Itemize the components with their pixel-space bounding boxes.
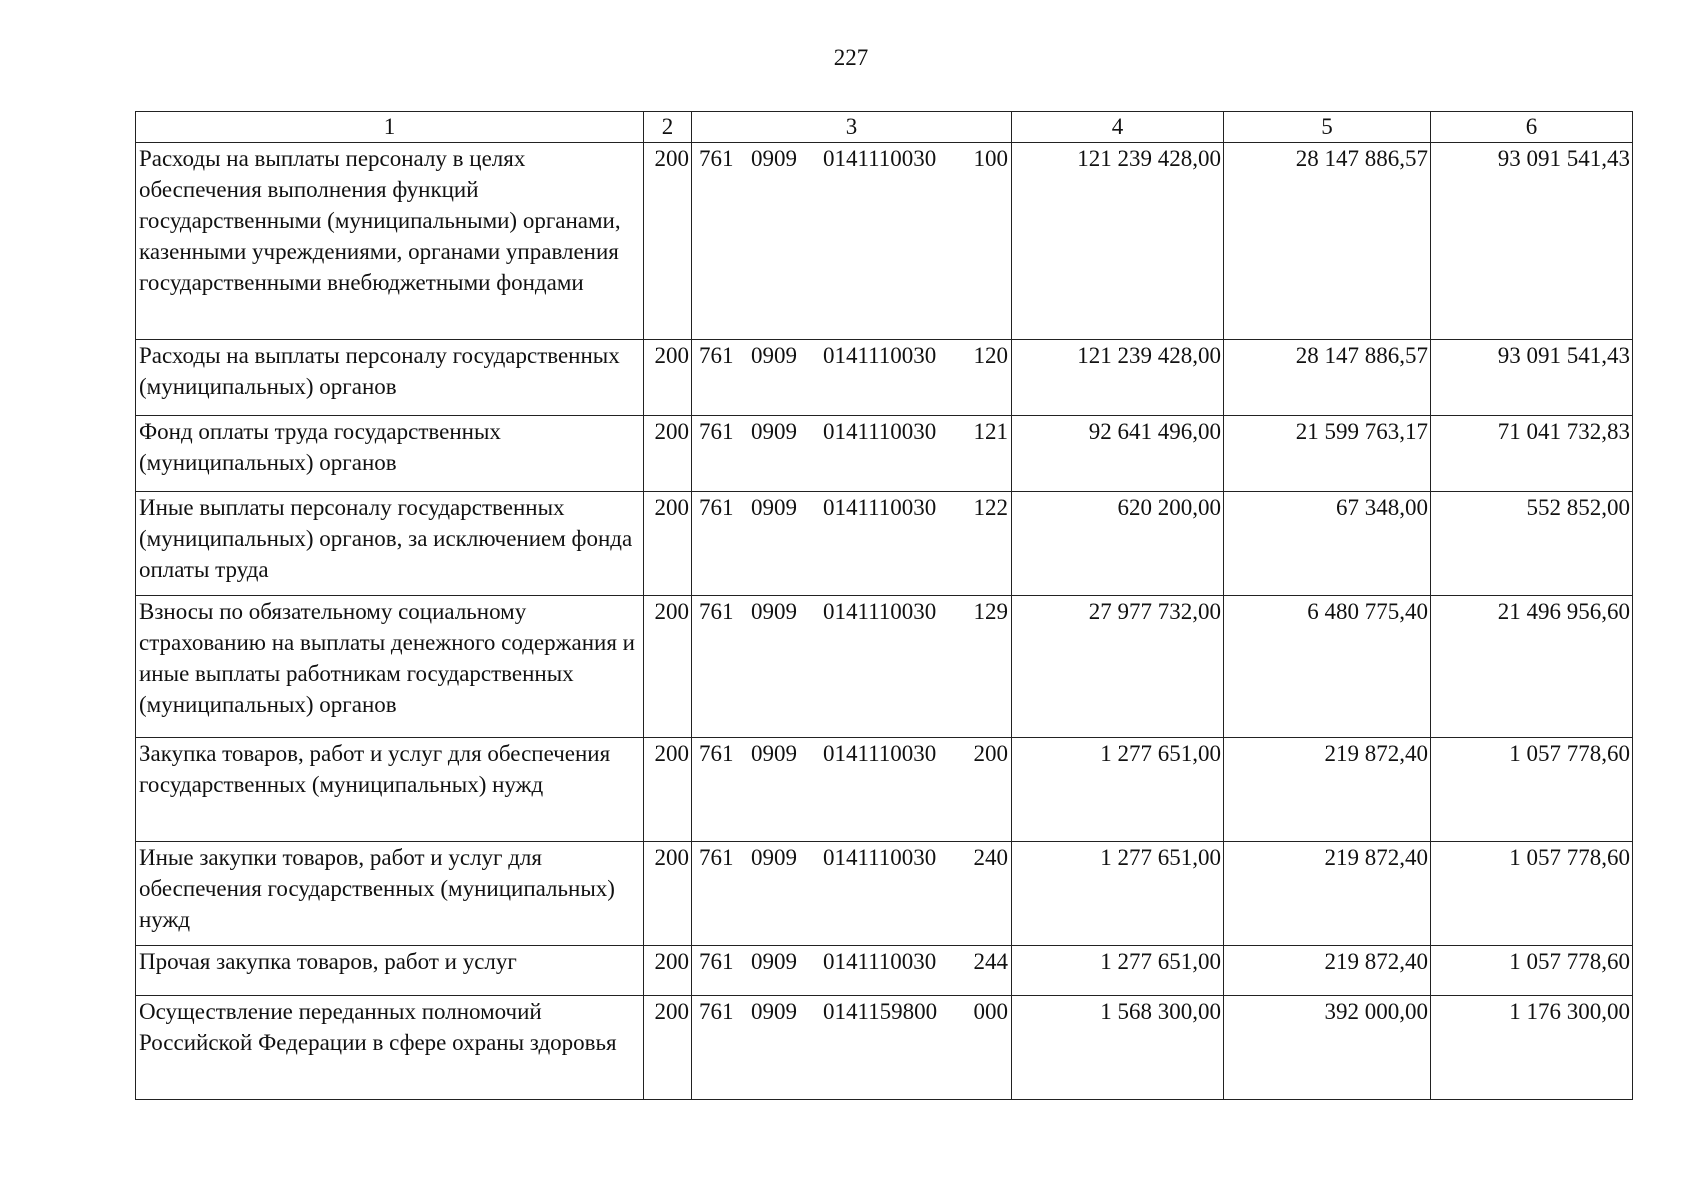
column-header-2: 2 [644, 112, 692, 143]
vr-code: 122 [973, 495, 1008, 520]
csr-code: 0141110030 [823, 949, 937, 974]
kvsr-code: 761 [699, 419, 734, 444]
amount-col6-cell: 1 176 300,00 [1431, 996, 1633, 1100]
kvsr-code: 761 [699, 949, 734, 974]
amount-col5-cell: 6 480 775,40 [1224, 596, 1431, 738]
vr-code: 244 [973, 949, 1008, 974]
code-3-cell [692, 340, 1012, 416]
table-row [136, 996, 1633, 1100]
amount-col5-cell: 392 000,00 [1224, 996, 1431, 1100]
csr-code: 0141110030 [823, 741, 937, 766]
rzpr-code: 0909 [751, 999, 797, 1024]
kvsr-code: 761 [699, 741, 734, 766]
code-2-cell: 200 [644, 416, 692, 492]
row-name-cell: Фонд оплаты труда государственных (муниципальных) органов [136, 416, 644, 492]
amount-col4-cell: 27 977 732,00 [1012, 596, 1224, 738]
code-2-cell: 200 [644, 492, 692, 596]
row-name-cell: Прочая закупка товаров, работ и услуг [136, 946, 644, 996]
amount-col6-cell: 93 091 541,43 [1431, 143, 1633, 340]
code-2-cell: 200 [644, 143, 692, 340]
vr-code: 120 [973, 343, 1008, 368]
page-number: 227 [833, 45, 869, 70]
rzpr-code: 0909 [751, 949, 797, 974]
vr-code: 240 [973, 845, 1008, 870]
code-3-cell [692, 492, 1012, 596]
amount-col6-cell: 1 057 778,60 [1431, 738, 1633, 842]
amount-col5-cell: 219 872,40 [1224, 738, 1431, 842]
amount-col6-cell: 21 496 956,60 [1431, 596, 1633, 738]
csr-code: 0141110030 [823, 495, 937, 520]
table-row [136, 143, 1633, 340]
code-2-cell: 200 [644, 996, 692, 1100]
code-2-cell: 200 [644, 340, 692, 416]
code-3-cell [692, 416, 1012, 492]
row-name-cell: Иные закупки товаров, работ и услуг для обеспечения государственных (муниципальных) нужд [136, 842, 644, 946]
code-3-cell [692, 596, 1012, 738]
table-row [136, 946, 1633, 996]
kvsr-code: 761 [699, 845, 734, 870]
code-3-cell [692, 738, 1012, 842]
row-name-cell: Закупка товаров, работ и услуг для обеспечения государственных (муниципальных) нужд [136, 738, 644, 842]
code-3-cell [692, 946, 1012, 996]
vr-code: 129 [973, 599, 1008, 624]
code-3-cell [692, 996, 1012, 1100]
amount-col5-cell: 28 147 886,57 [1224, 340, 1431, 416]
amount-col4-cell: 1 277 651,00 [1012, 842, 1224, 946]
amount-col5-cell: 28 147 886,57 [1224, 143, 1431, 340]
table-row [136, 416, 1633, 492]
csr-code: 0141110030 [823, 419, 937, 444]
csr-code: 0141159800 [823, 999, 938, 1024]
amount-col4-cell: 620 200,00 [1012, 492, 1224, 596]
amount-col5-cell: 219 872,40 [1224, 842, 1431, 946]
kvsr-code: 761 [699, 999, 734, 1024]
amount-col5-cell: 21 599 763,17 [1224, 416, 1431, 492]
rzpr-code: 0909 [751, 419, 797, 444]
csr-code: 0141110030 [823, 146, 937, 171]
row-name-cell: Расходы на выплаты персоналу в целях обеспечения выполнения функций государственными (муниципальными) органами, казенными учреждениями, органами управления государственными внебюджетными фондами [136, 143, 644, 340]
rzpr-code: 0909 [751, 741, 797, 766]
code-3-cell [692, 143, 1012, 340]
vr-code: 121 [973, 419, 1008, 444]
column-header-5: 5 [1224, 112, 1431, 143]
column-header-4: 4 [1012, 112, 1224, 143]
code-2-cell: 200 [644, 596, 692, 738]
code-2-cell: 200 [644, 738, 692, 842]
amount-col6-cell: 71 041 732,83 [1431, 416, 1633, 492]
budget-table [135, 111, 1633, 1100]
kvsr-code: 761 [699, 495, 734, 520]
vr-code: 200 [973, 741, 1008, 766]
amount-col5-cell: 219 872,40 [1224, 946, 1431, 996]
table-row [136, 738, 1633, 842]
column-header-1: 1 [136, 112, 644, 143]
vr-code: 000 [973, 999, 1008, 1024]
amount-col6-cell: 1 057 778,60 [1431, 842, 1633, 946]
rzpr-code: 0909 [751, 495, 797, 520]
row-name-cell: Осуществление переданных полномочий Российской Федерации в сфере охраны здоровья [136, 996, 644, 1100]
row-name-cell: Иные выплаты персоналу государственных (муниципальных) органов, за исключением фонда оплаты труда [136, 492, 644, 596]
amount-col4-cell: 92 641 496,00 [1012, 416, 1224, 492]
csr-code: 0141110030 [823, 599, 937, 624]
csr-code: 0141110030 [823, 343, 937, 368]
kvsr-code: 761 [699, 599, 734, 624]
rzpr-code: 0909 [751, 599, 797, 624]
amount-col4-cell: 1 277 651,00 [1012, 738, 1224, 842]
vr-code: 100 [973, 146, 1008, 171]
column-header-6: 6 [1431, 112, 1633, 143]
table-row [136, 492, 1633, 596]
csr-code: 0141110030 [823, 845, 937, 870]
amount-col6-cell: 1 057 778,60 [1431, 946, 1633, 996]
table-row [136, 842, 1633, 946]
kvsr-code: 761 [699, 146, 734, 171]
amount-col4-cell: 121 239 428,00 [1012, 340, 1224, 416]
amount-col6-cell: 552 852,00 [1431, 492, 1633, 596]
rzpr-code: 0909 [751, 845, 797, 870]
kvsr-code: 761 [699, 343, 734, 368]
amount-col4-cell: 121 239 428,00 [1012, 143, 1224, 340]
column-header-3: 3 [692, 112, 1012, 143]
rzpr-code: 0909 [751, 146, 797, 171]
table-row [136, 340, 1633, 416]
code-2-cell: 200 [644, 842, 692, 946]
code-2-cell: 200 [644, 946, 692, 996]
amount-col4-cell: 1 568 300,00 [1012, 996, 1224, 1100]
amount-col4-cell: 1 277 651,00 [1012, 946, 1224, 996]
code-3-cell [692, 842, 1012, 946]
amount-col6-cell: 93 091 541,43 [1431, 340, 1633, 416]
table-header-row [136, 112, 1633, 143]
row-name-cell: Взносы по обязательному социальному страхованию на выплаты денежного содержания и иные выплаты работникам государственных (муниципальных) органов [136, 596, 644, 738]
table-row [136, 596, 1633, 738]
amount-col5-cell: 67 348,00 [1224, 492, 1431, 596]
rzpr-code: 0909 [751, 343, 797, 368]
row-name-cell: Расходы на выплаты персоналу государственных (муниципальных) органов [136, 340, 644, 416]
